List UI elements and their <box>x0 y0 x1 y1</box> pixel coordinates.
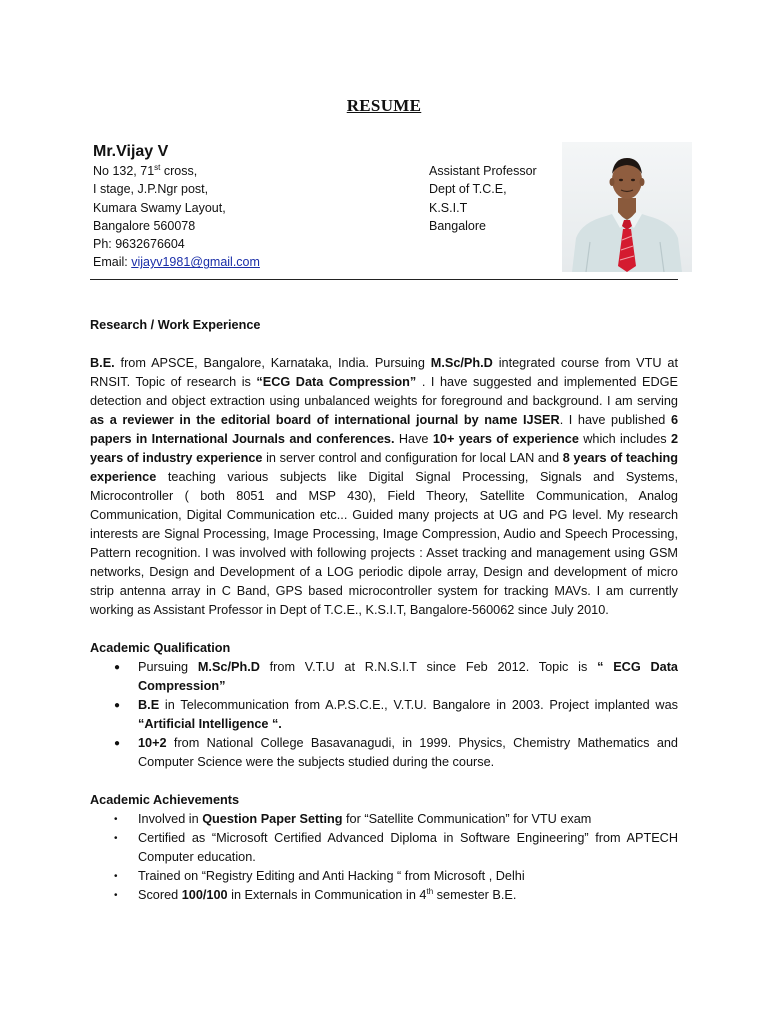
research-section <box>90 316 678 620</box>
email-line: Email: vijayv1981@gmail.com <box>93 255 260 270</box>
list-item: • Trained on “Registry Editing and Anti Hacking “ from Microsoft , Delhi <box>90 867 678 886</box>
achievements-list <box>90 810 678 905</box>
affiliation-block <box>429 162 537 235</box>
qualification-heading: Academic Qualification <box>90 641 231 655</box>
address-line-1: No 132, 71st cross, <box>93 162 198 178</box>
qualification-list <box>90 658 678 772</box>
institute: K.S.I.T <box>429 200 468 215</box>
address-line-3: Kumara Swamy Layout, <box>93 200 226 215</box>
list-item: ● Pursuing M.Sc/Ph.D from V.T.U at R.N.S.I.T since Feb 2012. Topic is “ ECG Data Compression” <box>114 660 678 693</box>
address-line-4: Bangalore 560078 <box>93 218 196 233</box>
candidate-name: Mr.Vijay V <box>93 143 169 160</box>
research-heading: Research / Work Experience <box>90 318 261 332</box>
list-item: ● 10+2 from National College Basavanagudi, in 1999. Physics, Chemistry Mathematics and Computer Science were the subjects studied during the course. <box>114 736 678 769</box>
achievements-section <box>90 791 678 905</box>
city: Bangalore <box>429 218 486 233</box>
bullet-icon: • <box>114 890 118 901</box>
list-item: • Scored 100/100 in Externals in Communication in 4th semester B.E. <box>90 886 678 905</box>
resume-body <box>90 316 678 905</box>
email-link[interactable]: vijayv1981@gmail.com <box>131 255 260 270</box>
bullet-icon: ● <box>114 662 121 673</box>
phone-number: Ph: 9632676604 <box>93 237 185 252</box>
bullet-icon: ● <box>114 700 121 711</box>
qualification-section <box>90 639 678 772</box>
contact-block <box>93 142 260 272</box>
department: Dept of T.C.E, <box>429 182 507 197</box>
designation: Assistant Professor <box>429 164 537 178</box>
list-item: ● B.E in Telecommunication from A.P.S.C.E., V.T.U. Bangalore in 2003. Project implanted was “Artificial Intelligence “. <box>114 698 678 731</box>
header-divider <box>90 279 678 280</box>
bullet-icon: • <box>114 871 118 882</box>
list-item: • Certified as “Microsoft Certified Advanced Diploma in Software Engineering” from APTECH Computer education. <box>114 831 678 864</box>
bullet-icon: ● <box>114 738 121 749</box>
bullet-icon: • <box>114 814 118 825</box>
profile-photo <box>562 142 692 272</box>
achievements-heading: Academic Achievements <box>90 793 240 807</box>
bullet-icon: • <box>114 833 118 844</box>
address-line-2: I stage, J.P.Ngr post, <box>93 182 209 197</box>
research-paragraph: B.E. from APSCE, Bangalore, Karnataka, India. Pursuing M.Sc/Ph.D integrated course from VTU at RNSIT. Topic of research is “ECG Data Compression” . I have suggested and implemented EDGE detection and object extraction using unbalanced weights for foreground and background. I am serving as a reviewer in the editorial board of international journal by name IJSER. I have published 6 papers in International Journals and conferences. Have 10+ years of experience which includes 2 years of industry experience in server control and configuration for local LAN and 8 years of teaching experience teaching various subjects like Digital Signal Processing, Signals and Systems, Microcontroller ( both 8051 and MSP 430), Field Theory, Satellite Communication, Analog Communication, Digital Communication etc... Guided many projects at UG and PG level. My research interests are Signal Processing, Image Processing, Image Compression, Audio and Speech Processing, Pattern recognition. I was involved with following projects : Asset tracking and management using GSM networks, Design and Development of a LOG periodic dipole array, Design and development of micro strip antenna array in C Band, GPS based microcontroller system for tracking MAVs. I am currently working as Assistant Professor in Dept of T.C.E., K.S.I.T, Bangalore-560062 since July 2010. <box>90 356 679 617</box>
document-title: RESUME <box>346 96 422 115</box>
list-item: • Involved in Question Paper Setting for “Satellite Communication” for VTU exam <box>90 810 678 829</box>
